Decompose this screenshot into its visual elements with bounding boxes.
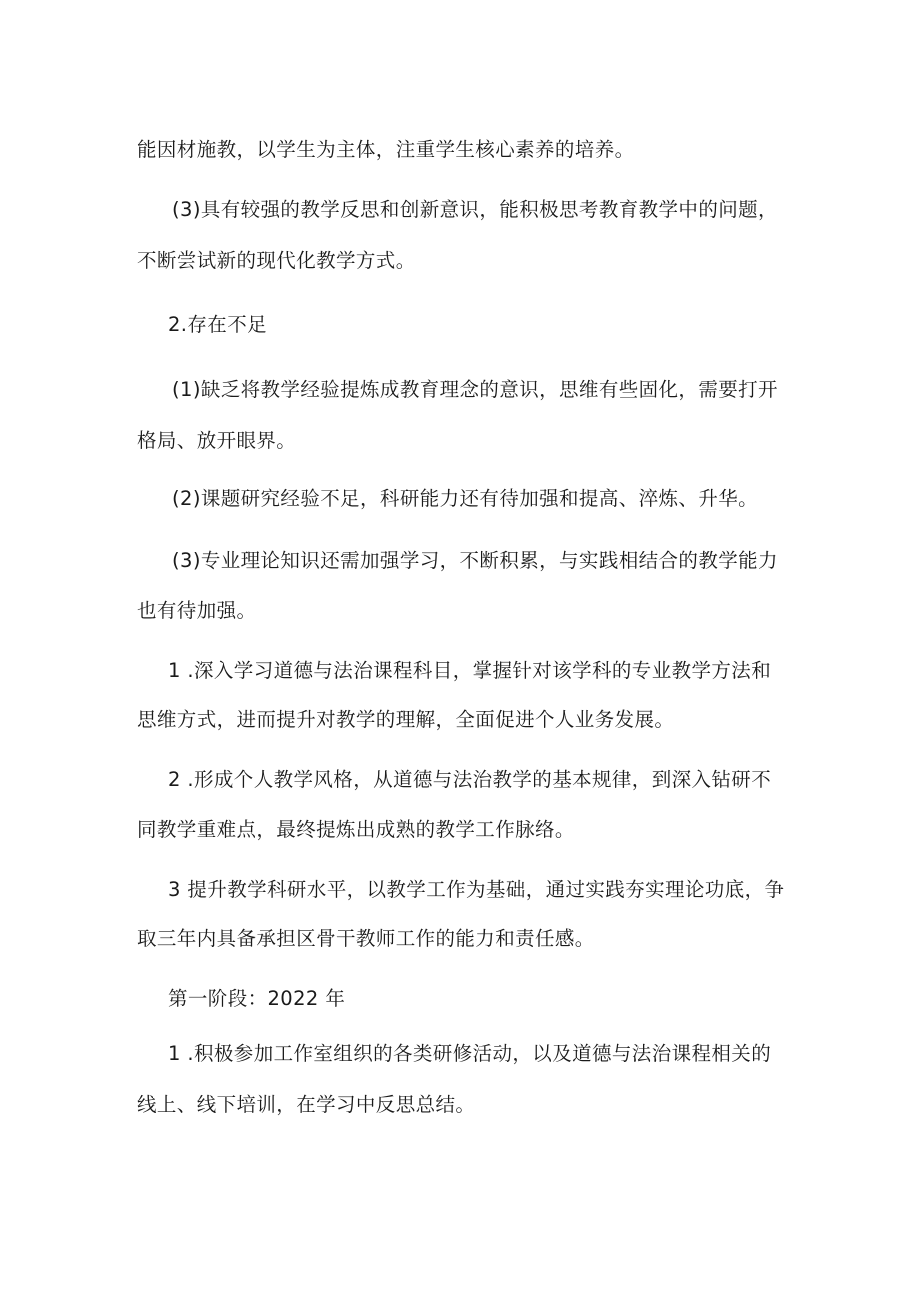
section-heading: 2.存在不足 xyxy=(168,313,268,336)
paragraph-line: 也有待加强。 xyxy=(137,599,257,622)
paragraph-line: 同教学重难点，最终提炼出成熟的教学工作脉络。 xyxy=(137,818,575,841)
paragraph-line: 线上、线下培训，在学习中反思总结。 xyxy=(137,1093,476,1116)
paragraph-line: 不断尝试新的现代化教学方式。 xyxy=(137,249,416,272)
paragraph-line: 格局、放开眼界。 xyxy=(137,429,297,452)
paragraph-line: 能因材施教，以学生为主体，注重学生核心素养的培养。 xyxy=(137,138,635,161)
paragraph-line: 1 .积极参加工作室组织的各类研修活动，以及道德与法治课程相关的 xyxy=(168,1042,772,1065)
paragraph-line: (1)缺乏将教学经验提炼成教育理念的意识，思维有些固化，需要打开 xyxy=(172,378,778,401)
paragraph-line: 取三年内具备承担区骨干教师工作的能力和责任感。 xyxy=(137,927,595,950)
paragraph-line: 2 .形成个人教学风格，从道德与法治教学的基本规律，到深入钻研不 xyxy=(168,768,772,791)
section-heading: 第一阶段：2022 年 xyxy=(168,987,346,1010)
paragraph-line: (3)专业理论知识还需加强学习，不断积累，与实践相结合的教学能力 xyxy=(172,549,778,572)
paragraph-line: (3)具有较强的教学反思和创新意识，能积极思考教育教学中的问题， xyxy=(172,198,778,221)
paragraph-line: 1 .深入学习道德与法治课程科目，掌握针对该学科的专业教学方法和 xyxy=(168,659,772,682)
paragraph-line: 3 提升教学科研水平，以教学工作为基础，通过实践夯实理论功底，争 xyxy=(168,878,785,901)
paragraph-line: (2)课题研究经验不足，科研能力还有待加强和提高、淬炼、升华。 xyxy=(172,487,759,510)
paragraph-line: 思维方式，进而提升对教学的理解，全面促进个人业务发展。 xyxy=(137,708,675,731)
